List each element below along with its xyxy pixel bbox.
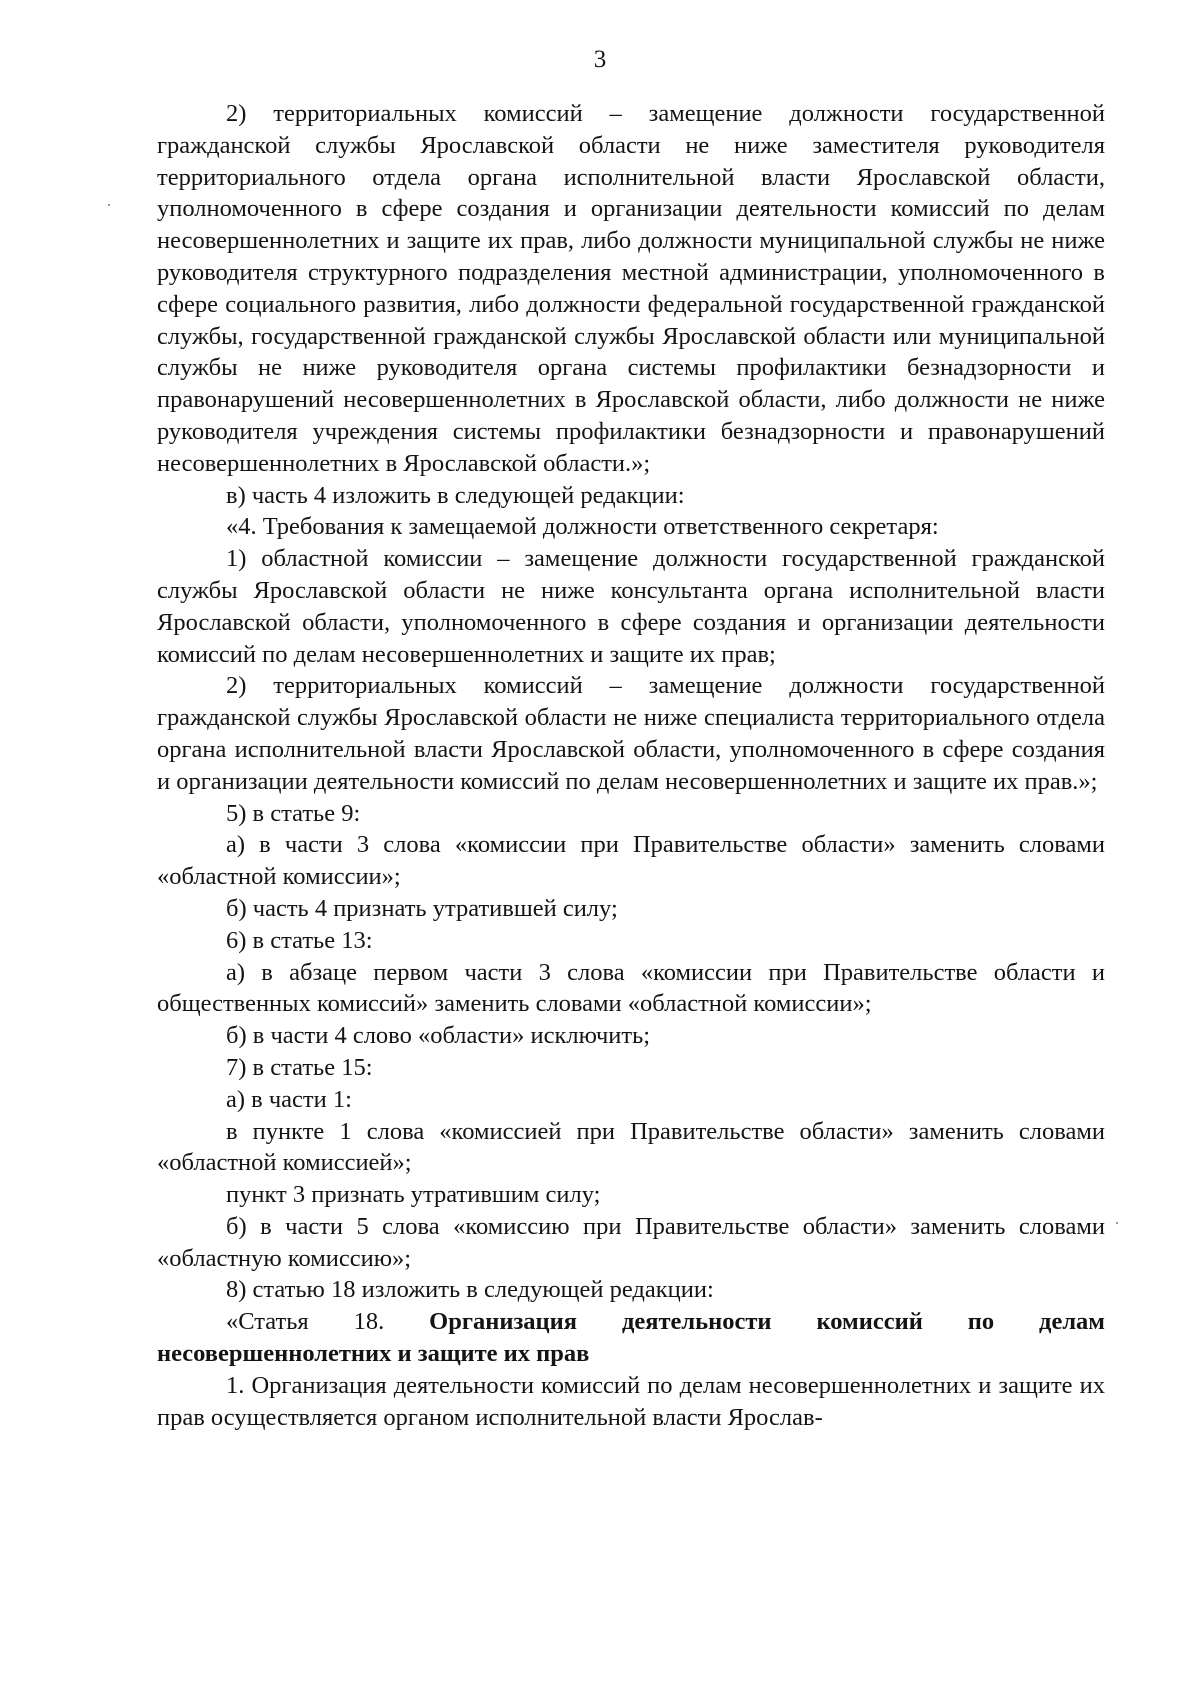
paragraph-article9: 5) в статье 9: — [226, 799, 361, 827]
paragraph-article13-part3: а) в абзаце первом части 3 слова «комиссии при Правительстве области и общественных комиссий» заменить словами «областной комиссии»; — [157, 958, 1105, 1018]
paragraph-article18-new-edition: 8) статью 18 изложить в следующей редакции: — [226, 1276, 714, 1304]
article18-title-line1: Организация деятельности комиссий по делам — [429, 1308, 1105, 1336]
paragraph-article15-part1: а) в части 1: — [226, 1085, 352, 1113]
paragraph-regional-commission: 1) областной комиссии – замещение должности государственной гражданской службы Ярославской области не ниже консультанта органа исполнительной власти Ярославской области, уполномоченного в сфере создания и организации деятельности комиссий по делам несовершеннолетних и защите их прав; — [157, 545, 1105, 668]
paragraph-article18-part1: 1. Организация деятельности комиссий по делам несовершеннолетних и защите их прав осуществляется органом исполнительной власти Ярослав- — [157, 1371, 1105, 1431]
paragraph-article15-point1: в пункте 1 слова «комиссией при Правительстве области» заменить словами «областной комиссией»; — [157, 1117, 1105, 1177]
paragraph-article9-part3: а) в части 3 слова «комиссии при Правительстве области» заменить словами «областной комиссии»; — [157, 831, 1105, 891]
paragraph-article13-part4: б) в части 4 слово «области» исключить; — [226, 1022, 651, 1050]
scan-speck — [1116, 1222, 1118, 1224]
paragraph-article15-point3: пункт 3 признать утратившим силу; — [226, 1181, 601, 1209]
paragraph-secretary-requirements: «4. Требования к замещаемой должности ответственного секретаря: — [226, 513, 939, 541]
paragraph-article9-part4: б) часть 4 признать утратившей силу; — [226, 894, 618, 922]
document-body — [157, 98, 1105, 1433]
paragraph-part4-new-edition: в) часть 4 изложить в следующей редакции: — [226, 481, 685, 509]
paragraph-article15-part5: б) в части 5 слова «комиссию при Правительстве области» заменить словами «областную комиссию»; — [157, 1212, 1105, 1272]
paragraph-article15: 7) в статье 15: — [226, 1053, 373, 1081]
scan-speck — [108, 204, 110, 206]
paragraph-territorial-commissions-secretary: 2) территориальных комиссий – замещение должности государственной гражданской службы Ярославской области не ниже специалиста территориального отдела органа исполнительной власти Ярославской области, уполномоченного в сфере создания и организации деятельности комиссий по делам несовершеннолетних и защите их прав.»; — [157, 672, 1105, 795]
paragraph-article13: 6) в статье 13: — [226, 926, 373, 954]
page-number: 3 — [593, 46, 607, 73]
paragraph-territorial-commissions-chair: 2) территориальных комиссий – замещение должности государственной гражданской службы Ярославской области не ниже заместителя руководителя территориального отдела органа исполнительной власти Ярославской области, уполномоченного в сфере создания и организации деятельности комиссий по делам несовершеннолетних и защите их прав, либо должности муниципальной службы не ниже руководителя структурного подразделения местной администрации, уполномоченного в сфере социального развития, либо должности федеральной государственной гражданской службы, государственной гражданской службы Ярославской области или муниципальной службы не ниже руководителя органа системы профилактики безнадзорности и правонарушений несовершеннолетних в Ярославской области, либо должности не ниже руководителя учреждения системы профилактики безнадзорности и правонарушений несовершеннолетних в Ярославской области.»; — [157, 100, 1105, 477]
article18-heading — [157, 1306, 1105, 1338]
article18-title-line2: несовершеннолетних и защите их прав — [157, 1340, 590, 1368]
article18-lead: «Статья 18. — [226, 1308, 385, 1336]
